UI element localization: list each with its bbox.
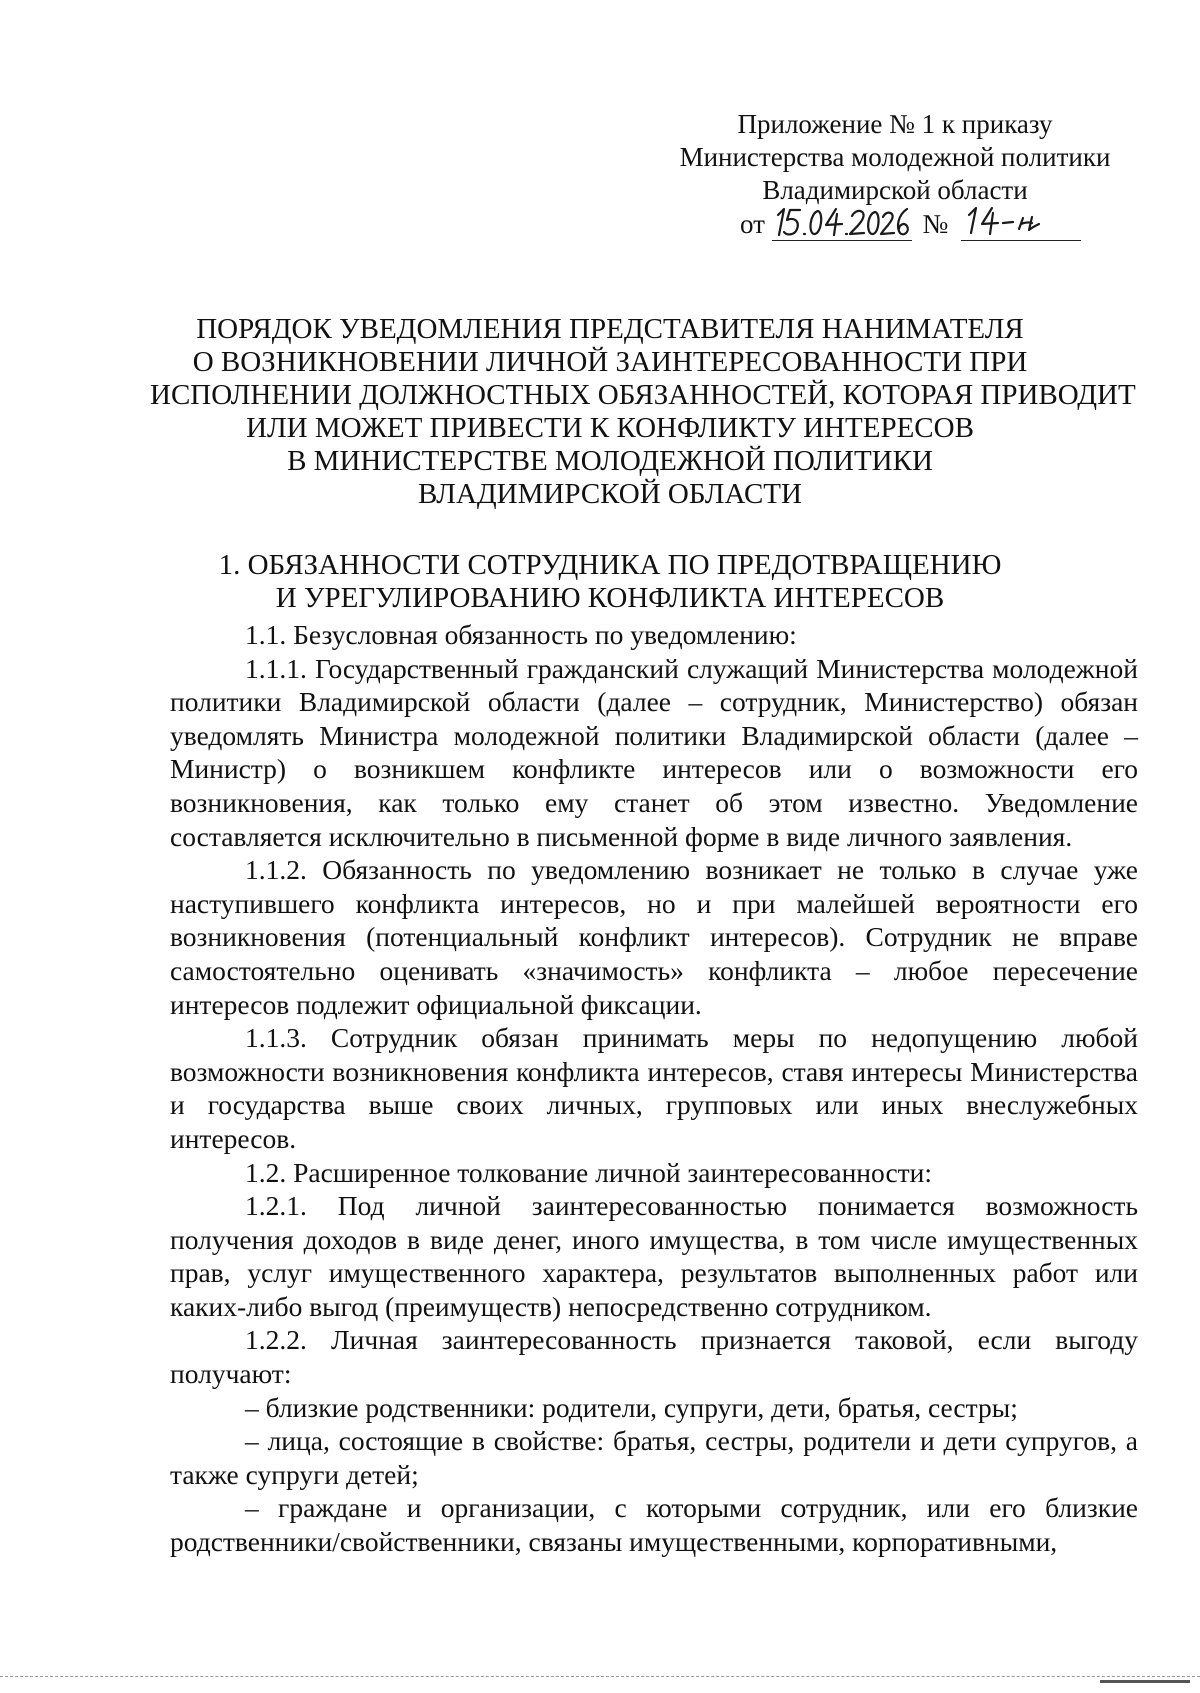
document-body (170, 618, 1138, 1559)
title-line: В МИНИСТЕРСТВЕ МОЛОДЕЖНОЙ ПОЛИТИКИ (287, 445, 933, 477)
paragraph-1-1: 1.1. Безусловная обязанность по уведомлению: (245, 619, 797, 650)
title-line: ВЛАДИМИРСКОЙ ОБЛАСТИ (418, 478, 802, 510)
list-item: – лица, состоящие в свойстве: братья, сестры, родители и дети супругов, а также супруги детей; (170, 1425, 1138, 1490)
section-heading-line: 1. ОБЯЗАННОСТИ СОТРУДНИКА ПО ПРЕДОТВРАЩЕНИЮ (218, 549, 1002, 581)
paragraph-1-2-1: 1.2.1. Под личной заинтересованностью понимается возможность получения доходов в виде денег, иного имущества, в том числе имущественных прав, услуг имущественного характера, результатов выполненных работ или каких-либо выгод (преимуществ) непосредственно сотрудником. (170, 1190, 1138, 1322)
section-1-heading (150, 549, 1070, 615)
document-title (150, 313, 1136, 511)
appendix-line-2: Министерства молодежной политики (679, 142, 1111, 172)
paragraph-1-1-1: 1.1.1. Государственный гражданский служащий Министерства молодежной политики Владимирской области (далее – сотрудник, Министерство) обязан уведомлять Министра молодежной политики Владимирской области (далее – Министр) о возникшем конфликте интересов или о возможности его возникновения, как только ему станет об этом известно. Уведомление составляется исключительно в письменной форме в виде личного заявления. (170, 652, 1138, 852)
handwritten-number (961, 207, 1081, 241)
paragraph-1-1-2: 1.1.2. Обязанность по уведомлению возникает не только в случае уже наступившего конфликта интересов, но и при малейшей вероятности его возникновения (потенциальный конфликт интересов). Сотрудник не вправе самостоятельно оценивать «значимость» конфликта – любое пересечение интересов подлежит официальной фиксации. (170, 854, 1138, 1020)
title-line: ПОРЯДОК УВЕДОМЛЕНИЯ ПРЕДСТАВИТЕЛЯ НАНИМАТЕЛЯ (196, 313, 1024, 345)
paragraph-1-2: 1.2. Расширенное толкование личной заинтересованности: (245, 1156, 933, 1188)
title-line: О ВОЗНИКНОВЕНИИ ЛИЧНОЙ ЗАИНТЕРЕСОВАННОСТИ ПРИ (192, 346, 1028, 378)
list-item: – граждане и организации, с которыми сотрудник, или его близкие родственники/свойственники, связаны имущественными, корпоративными, (170, 1492, 1138, 1558)
handwritten-date-glyphs (772, 205, 912, 239)
appendix-header (660, 108, 1130, 241)
list-item: – близкие родственники: родители, супруги, дети, братья, сестры; (245, 1391, 1018, 1423)
appendix-date-line (660, 207, 1130, 241)
paragraph-1-1-3: 1.1.3. Сотрудник обязан принимать меры по недопущению любой возможности возникновения конфликта интересов, ставя интересы Министерства и государства выше своих личных, групповых или иных внеслужебных интересов. (170, 1022, 1138, 1154)
number-prefix: № (922, 209, 949, 239)
title-line: ИЛИ МОЖЕТ ПРИВЕСТИ К КОНФЛИКТУ ИНТЕРЕСОВ (246, 412, 974, 444)
appendix-line-3: Владимирской области (762, 175, 1028, 205)
handwritten-date (772, 207, 912, 241)
date-prefix: от (740, 209, 765, 239)
title-line: ИСПОЛНЕНИИ ДОЛЖНОСТНЫХ ОБЯЗАННОСТЕЙ, КОТОРАЯ ПРИВОДИТ (150, 379, 1136, 411)
handwritten-number-glyphs (961, 205, 1081, 239)
scan-edge-mark (1100, 1680, 1190, 1683)
appendix-line-1: Приложение № 1 к приказу (737, 109, 1053, 139)
paragraph-1-2-2: 1.2.2. Личная заинтересованность признается таковой, если выгоду получают: (170, 1324, 1138, 1390)
scan-edge-line (0, 1676, 1200, 1677)
section-heading-line: И УРЕГУЛИРОВАНИЮ КОНФЛИКТА ИНТЕРЕСОВ (275, 582, 945, 614)
